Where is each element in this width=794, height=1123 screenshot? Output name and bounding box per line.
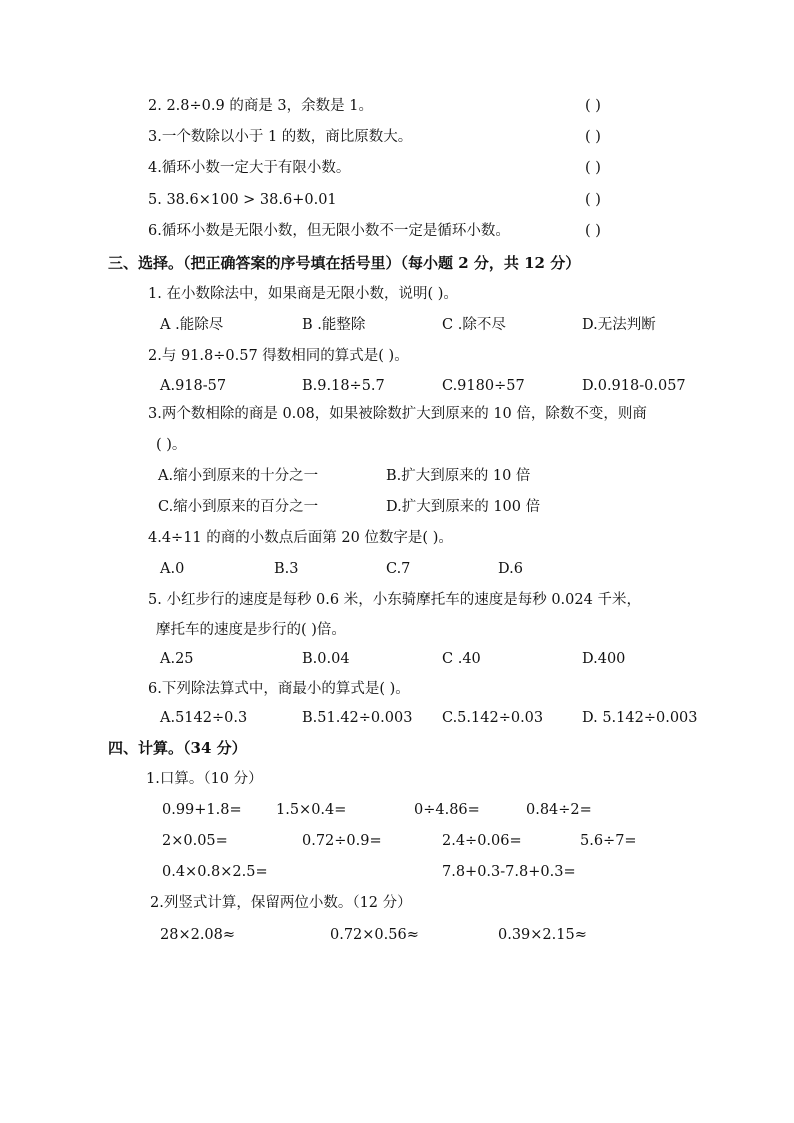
option-a: A .能除尽 xyxy=(160,317,224,333)
option-c: C.7 xyxy=(386,561,411,577)
choice-question-2: 2.与 91.8÷0.57 得数相同的算式是( )。 xyxy=(148,348,409,364)
oral-calc-title: 1.口算。（10 分） xyxy=(146,771,263,787)
answer-paren: ( ) xyxy=(585,129,601,145)
option-b: B.0.04 xyxy=(302,651,350,667)
vertical-problem: 0.39×2.15≈ xyxy=(498,927,587,943)
option-d: D.无法判断 xyxy=(582,317,656,333)
choice-question-1: 1. 在小数除法中，如果商是无限小数，说明( )。 xyxy=(148,286,458,302)
oral-problem: 5.6÷7= xyxy=(580,833,637,849)
oral-problem: 0.72÷0.9= xyxy=(302,833,382,849)
option-a: A.缩小到原来的十分之一 xyxy=(158,468,319,484)
option-c: C .40 xyxy=(442,651,481,667)
option-c: C .除不尽 xyxy=(442,317,506,333)
answer-paren: ( ) xyxy=(585,98,601,114)
judge-item-2: 2. 2.8÷0.9 的商是 3，余数是 1。 xyxy=(148,98,373,114)
option-a: A.25 xyxy=(160,651,194,667)
option-c: C.9180÷57 xyxy=(442,378,525,394)
choice-question-6: 6.下列除法算式中，商最小的算式是( )。 xyxy=(148,681,410,697)
option-a: A.0 xyxy=(160,561,185,577)
option-d: D.扩大到原来的 100 倍 xyxy=(386,499,541,515)
choice-question-5: 5. 小红步行的速度是每秒 0.6 米，小东骑摩托车的速度是每秒 0.024 千米， xyxy=(148,592,641,608)
choice-question-4: 4.4÷11 的商的小数点后面第 20 位数字是( )。 xyxy=(148,530,453,546)
oral-problem: 2.4÷0.06= xyxy=(442,833,522,849)
answer-paren: ( ) xyxy=(585,192,601,208)
option-a: A.5142÷0.3 xyxy=(160,710,248,726)
option-b: B.扩大到原来的 10 倍 xyxy=(386,468,531,484)
choice-question-3-cont: ( )。 xyxy=(156,437,187,453)
option-d: D. 5.142÷0.003 xyxy=(582,710,698,726)
oral-problem: 7.8+0.3-7.8+0.3= xyxy=(442,864,576,880)
option-b: B.51.42÷0.003 xyxy=(302,710,413,726)
option-d: D.0.918-0.057 xyxy=(582,378,686,394)
judge-item-5: 5. 38.6×100 > 38.6+0.01 xyxy=(148,192,337,208)
vertical-problem: 0.72×0.56≈ xyxy=(330,927,419,943)
answer-paren: ( ) xyxy=(585,160,601,176)
oral-problem: 0.99+1.8= xyxy=(162,802,242,818)
option-b: B .能整除 xyxy=(302,317,366,333)
judge-item-3: 3.一个数除以小于 1 的数，商比原数大。 xyxy=(148,129,413,145)
vertical-problem: 28×2.08≈ xyxy=(160,927,236,943)
oral-problem: 0.4×0.8×2.5= xyxy=(162,864,268,880)
option-b: B.9.18÷5.7 xyxy=(302,378,385,394)
oral-problem: 0÷4.86= xyxy=(414,802,480,818)
choice-question-5-cont: 摩托车的速度是步行的( )倍。 xyxy=(156,622,346,638)
oral-problem: 1.5×0.4= xyxy=(276,802,347,818)
option-d: D.6 xyxy=(498,561,523,577)
section-heading-calc: 四、计算。（34 分） xyxy=(108,739,247,757)
oral-problem: 2×0.05= xyxy=(162,833,228,849)
answer-paren: ( ) xyxy=(585,223,601,239)
vertical-calc-title: 2.列竖式计算，保留两位小数。（12 分） xyxy=(150,895,412,911)
oral-problem: 0.84÷2= xyxy=(526,802,592,818)
option-b: B.3 xyxy=(274,561,299,577)
judge-item-6: 6.循环小数是无限小数，但无限小数不一定是循环小数。 xyxy=(148,223,510,239)
section-heading-choice: 三、选择。（把正确答案的序号填在括号里）（每小题 2 分，共 12 分） xyxy=(108,254,581,272)
choice-question-3: 3.两个数相除的商是 0.08，如果被除数扩大到原来的 10 倍，除数不变，则商 xyxy=(148,406,647,422)
judge-item-4: 4.循环小数一定大于有限小数。 xyxy=(148,160,351,176)
option-c: C.5.142÷0.03 xyxy=(442,710,544,726)
option-c: C.缩小到原来的百分之一 xyxy=(158,499,319,515)
option-a: A.918-57 xyxy=(160,378,227,394)
option-d: D.400 xyxy=(582,651,626,667)
